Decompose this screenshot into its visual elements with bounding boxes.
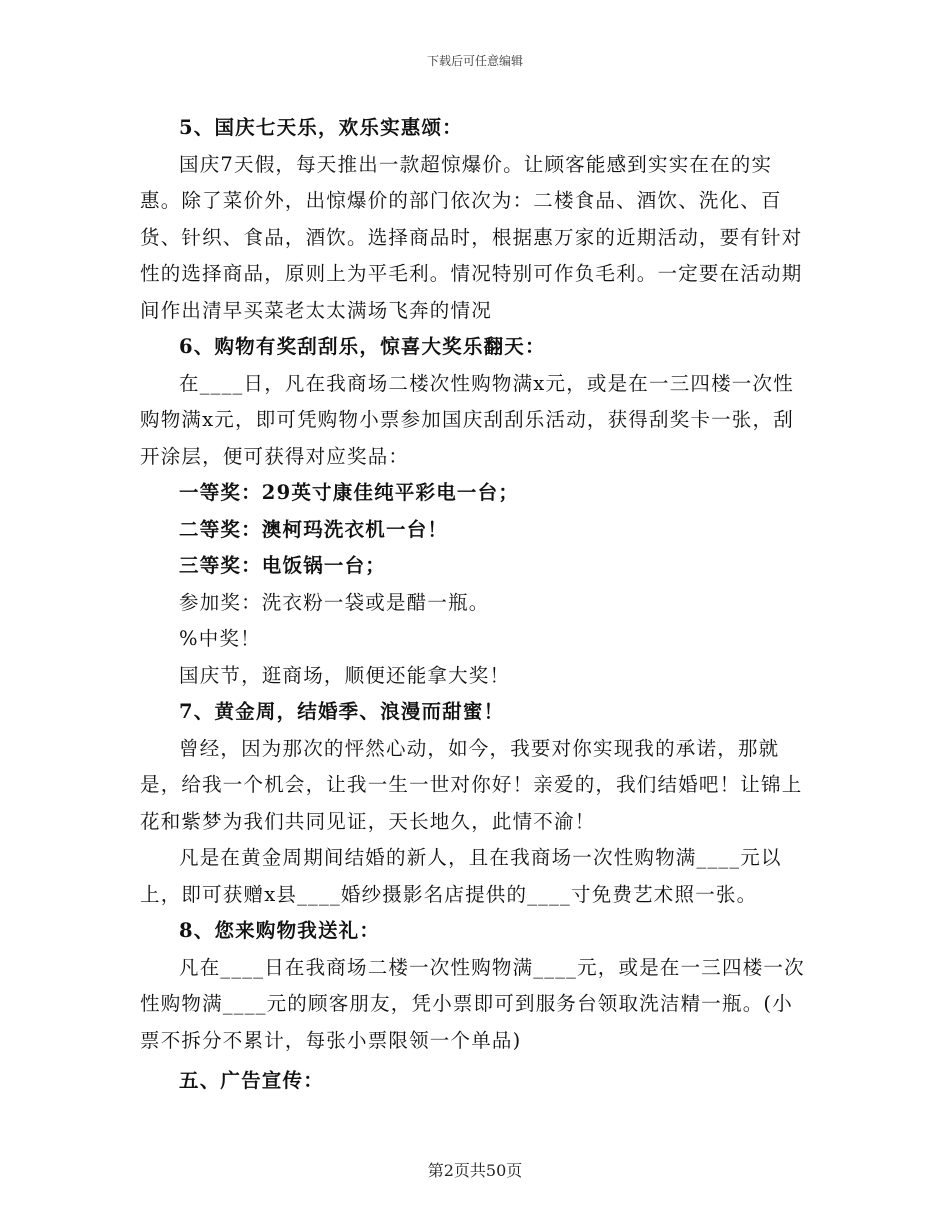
section-title-advertising: 五、广告宣传： — [179, 1069, 324, 1092]
item-heading-8: 8、您来购物我送礼： — [179, 919, 381, 942]
prize-first: 一等奖：29英寸康佳纯平彩电一台； — [179, 481, 520, 504]
item-heading-7: 7、黄金周，结婚季、浪漫而甜蜜！ — [179, 700, 505, 723]
body-paragraph: 在____日，凡在我商场二楼次性购物满x元，或是在一三四楼一次性购物满x元，即可凭购物小票参加国庆刮刮乐活动，获得刮奖卡一张，刮开涂层，便可获得对应奖品： — [140, 371, 794, 468]
page-header: 下载后可任意编辑 — [426, 54, 523, 68]
body-paragraph: 凡是在黄金周期间结婚的新人，且在我商场一次性购物满____元以上，即可获赠x县____婚纱摄影名店提供的____寸免费艺术照一张。 — [140, 846, 782, 906]
prize-third: 三等奖：电饭锅一台； — [179, 554, 387, 577]
slogan-line: 国庆节，逛商场，顺便还能拿大奖！ — [179, 663, 511, 687]
body-paragraph: 曾经，因为那次的怦然心动，如今，我要对你实现我的承诺，那就是，给我一个机会，让我一生一世对你好！亲爱的，我们结婚吧！让锦上花和紫梦为我们共同见证，天长地久，此情不渝！ — [140, 736, 803, 833]
item-heading-6: 6、购物有奖刮刮乐，惊喜大奖乐翻天： — [179, 335, 546, 358]
win-rate-line: %中奖！ — [179, 627, 261, 650]
page-number: 第2页共50页 — [427, 1161, 523, 1180]
document-body — [140, 110, 805, 1100]
item-heading-5: 5、国庆七天乐，欢乐实惠颂： — [179, 116, 463, 139]
prize-participation: 参加奖：洗衣粉一袋或是醋一瓶。 — [179, 590, 490, 614]
body-paragraph: 国庆7天假，每天推出一款超惊爆价。让顾客能感到实实在在的实惠。除了菜价外，出惊爆价的部门依次为：二楼食品、酒饮、洗化、百货、针织、食品，酒饮。选择商品时，根据惠万家的近期活动，要有针对性的选择商品，原则上为平毛利。情况特别可作负毛利。一定要在活动期间作出清早买菜老太太满场飞奔的情况 — [140, 152, 803, 322]
body-paragraph: 凡在____日在我商场二楼一次性购物满____元，或是在一三四楼一次性购物满____元的顾客朋友，凭小票即可到服务台领取洗洁精一瓶。(小票不拆分不累计，每张小票限领一个单品) — [140, 955, 805, 1052]
prize-second: 二等奖：澳柯玛洗衣机一台！ — [179, 517, 449, 541]
